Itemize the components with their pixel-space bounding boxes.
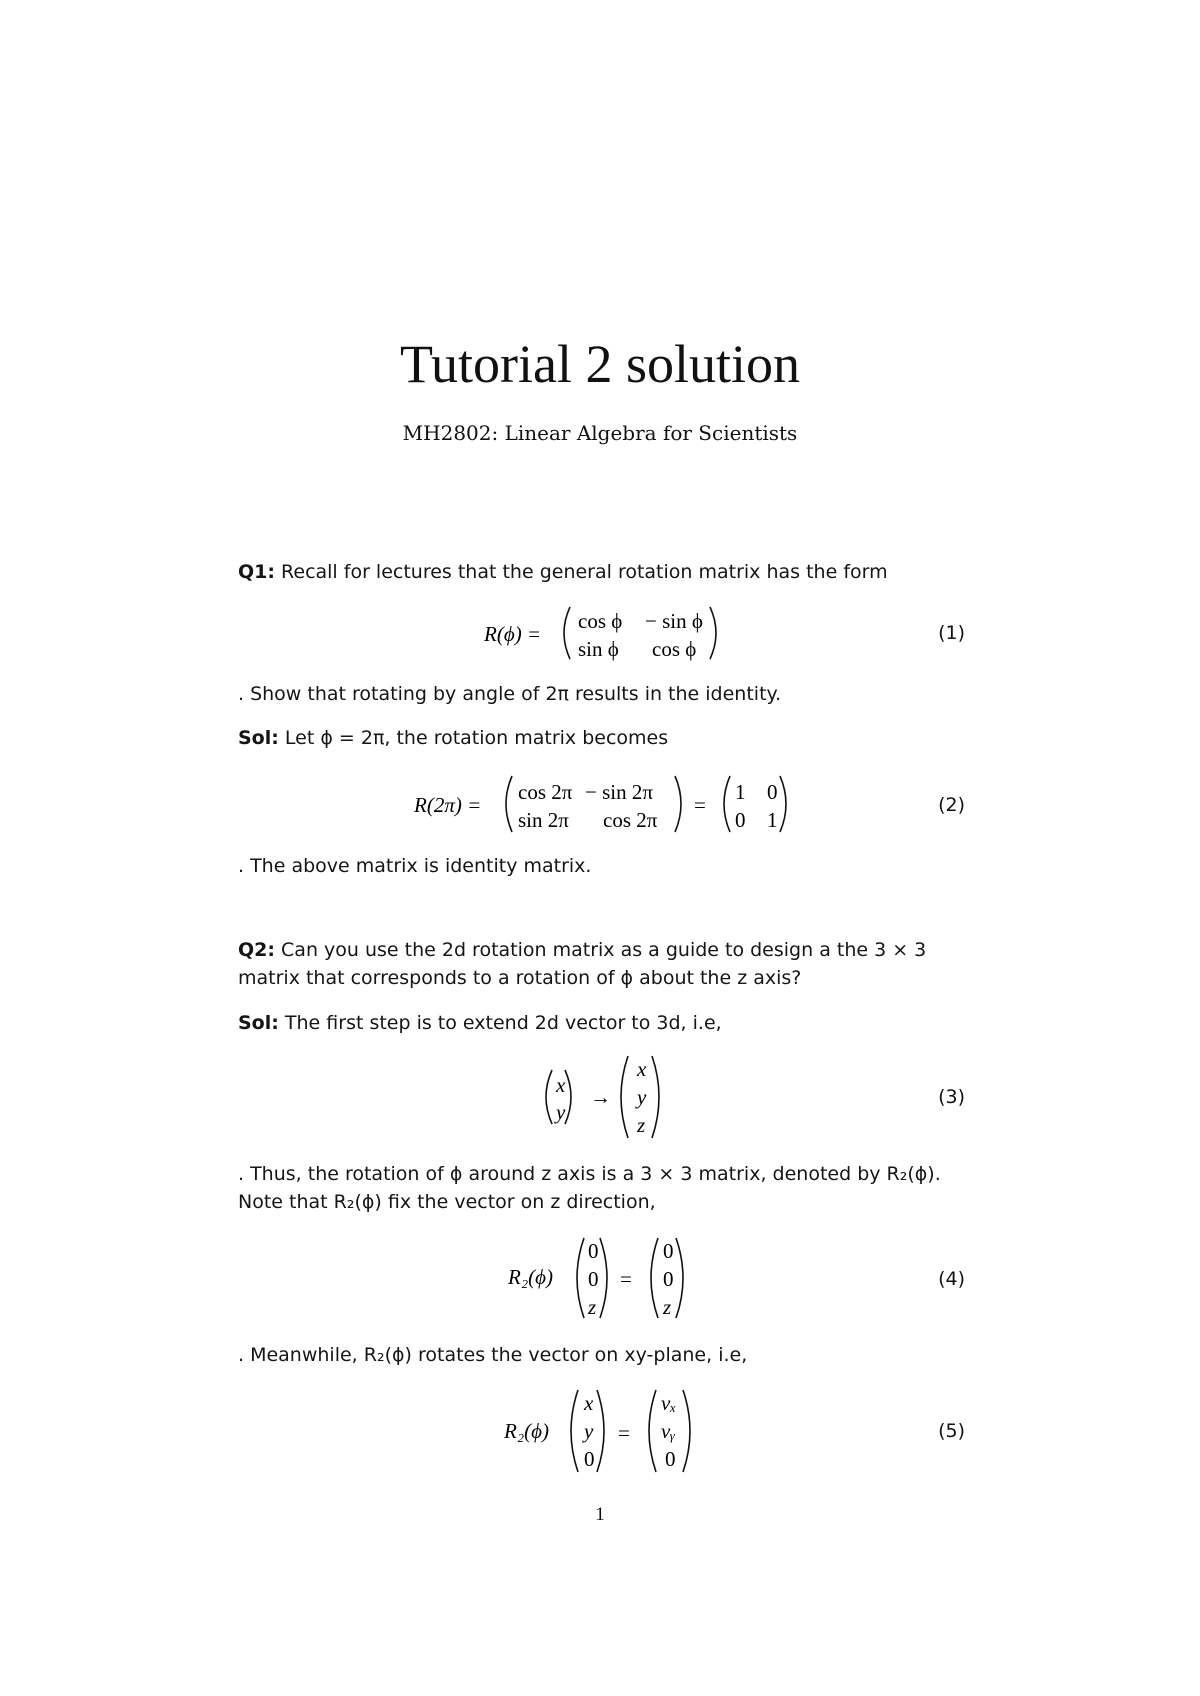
eq1-m11: cos ϕ (578, 609, 623, 633)
solution-2 (238, 1009, 968, 1037)
eq4-vec-2: z (588, 1295, 597, 1319)
equation-5 (0, 1386, 1200, 1476)
eq5-vec-lparen (571, 1390, 578, 1472)
eq4-vec-0: 0 (588, 1239, 599, 1263)
eq4-result-lparen (651, 1238, 658, 1318)
solution-1 (238, 724, 968, 752)
eq4-equals: = (620, 1267, 632, 1291)
eq5-vec-0: x (584, 1391, 594, 1415)
eq5-number: (5) (938, 1420, 965, 1442)
eq2-r12: 0 (767, 780, 778, 804)
eq1-right-paren (710, 607, 716, 659)
eq3-left-y: y (556, 1100, 566, 1124)
eq4-vec-1: 0 (588, 1267, 599, 1291)
eq4-vec-rparen (600, 1238, 607, 1318)
eq4-result-2: z (663, 1295, 672, 1319)
eq5-result-1: vᵧ (661, 1419, 676, 1443)
eq5-equals: = (618, 1421, 630, 1445)
eq3-arrow: → (590, 1085, 611, 1109)
eq4-result-rparen (676, 1238, 683, 1318)
equation-2 (0, 772, 1200, 836)
eq5-vec-rparen (597, 1390, 604, 1472)
eq3-right-x: x (637, 1057, 647, 1081)
eq1-m12: − sin ϕ (645, 609, 703, 633)
sol2-after3 (238, 1160, 968, 1216)
eq2-result-right-paren (780, 776, 786, 832)
sol1-label: Sol: (238, 727, 279, 749)
equation-4-svg (0, 1234, 1200, 1322)
equation-4 (0, 1234, 1200, 1322)
eq3-right-vec-lparen (621, 1056, 628, 1138)
eq1-left-paren (564, 607, 570, 659)
eq5-lhs: R₂(ϕ) (504, 1419, 549, 1443)
sol1-text: Let ϕ = 2π, the rotation matrix becomes (284, 727, 669, 749)
equation-1-svg (0, 603, 1200, 663)
eq2-m22: cos 2π (603, 808, 658, 832)
page-number: 1 (595, 1504, 605, 1525)
eq4-result-0: 0 (663, 1239, 674, 1263)
q1-label: Q1: (238, 561, 275, 583)
q2-label: Q2: (238, 939, 275, 961)
eq5-result-rparen (683, 1390, 690, 1472)
document-title: Tutorial 2 solution (399, 334, 801, 394)
eq3-right-z: z (637, 1113, 646, 1137)
eq5-vec-2: 0 (584, 1447, 595, 1471)
equation-3-svg (0, 1052, 1200, 1140)
eq2-result-left-paren (724, 776, 730, 832)
eq5-vec-1: y (584, 1419, 594, 1443)
eq1-m21: sin ϕ (578, 637, 619, 661)
q1-text: Recall for lectures that the general rotation matrix has the form (281, 561, 888, 583)
eq1-lhs: R(ϕ) = (484, 622, 542, 646)
q2-line2: matrix that corresponds to a rotation of ϕ about the z axis? (238, 967, 802, 989)
question-2 (238, 936, 968, 992)
sol2-text: The first step is to extend 2d vector to 3d, i.e, (284, 1012, 722, 1034)
eq2-r21: 0 (735, 808, 746, 832)
q2-line1: Can you use the 2d rotation matrix as a guide to design a the 3 × 3 (281, 939, 927, 961)
eq5-result-2: 0 (665, 1447, 676, 1471)
eq4-number: (4) (938, 1268, 965, 1290)
eq3-left-vec-rparen (565, 1070, 571, 1124)
eq1-number: (1) (938, 622, 965, 644)
question-1 (238, 558, 968, 586)
eq2-m12: − sin 2π (585, 780, 653, 804)
eq2-right-paren (675, 776, 681, 832)
eq4-lhs: R₂(ϕ) (508, 1265, 553, 1289)
equation-1 (0, 603, 1200, 663)
equation-5-svg (0, 1386, 1200, 1476)
q1-after: . Show that rotating by angle of 2π results in the identity. (238, 683, 782, 705)
sol2-after4: . Meanwhile, R₂(ϕ) rotates the vector on xy-plane, i.e, (238, 1344, 748, 1366)
eq2-left-paren (506, 776, 512, 832)
sol2-label: Sol: (238, 1012, 279, 1034)
eq5-result-0: vₓ (661, 1391, 677, 1415)
eq3-number: (3) (938, 1086, 965, 1108)
eq3-right-vec-rparen (652, 1056, 659, 1138)
eq2-m21: sin 2π (518, 808, 569, 832)
eq4-result-1: 0 (663, 1267, 674, 1291)
eq3-left-vec-lparen (546, 1070, 552, 1124)
equation-2-svg (0, 772, 1200, 836)
eq2-equals: = (694, 793, 706, 817)
sol1-after: . The above matrix is identity matrix. (238, 855, 592, 877)
eq5-result-lparen (649, 1390, 656, 1472)
eq2-number: (2) (938, 794, 965, 816)
eq3-left-x: x (556, 1073, 566, 1097)
eq2-r11: 1 (735, 780, 746, 804)
eq2-r22: 1 (767, 808, 778, 832)
equation-3 (0, 1052, 1200, 1140)
eq4-vec-lparen (577, 1238, 584, 1318)
eq2-m11: cos 2π (518, 780, 573, 804)
eq3-right-y: y (637, 1085, 647, 1109)
eq1-m22: cos ϕ (652, 637, 697, 661)
document-subtitle: MH2802: Linear Algebra for Scientists (402, 421, 798, 445)
eq2-lhs: R(2π) = (414, 793, 482, 817)
sol2-after3-line1: . Thus, the rotation of ϕ around z axis is a 3 × 3 matrix, denoted by R₂(ϕ). (238, 1163, 941, 1185)
sol2-after3-line2: Note that R₂(ϕ) fix the vector on z direction, (238, 1191, 656, 1213)
